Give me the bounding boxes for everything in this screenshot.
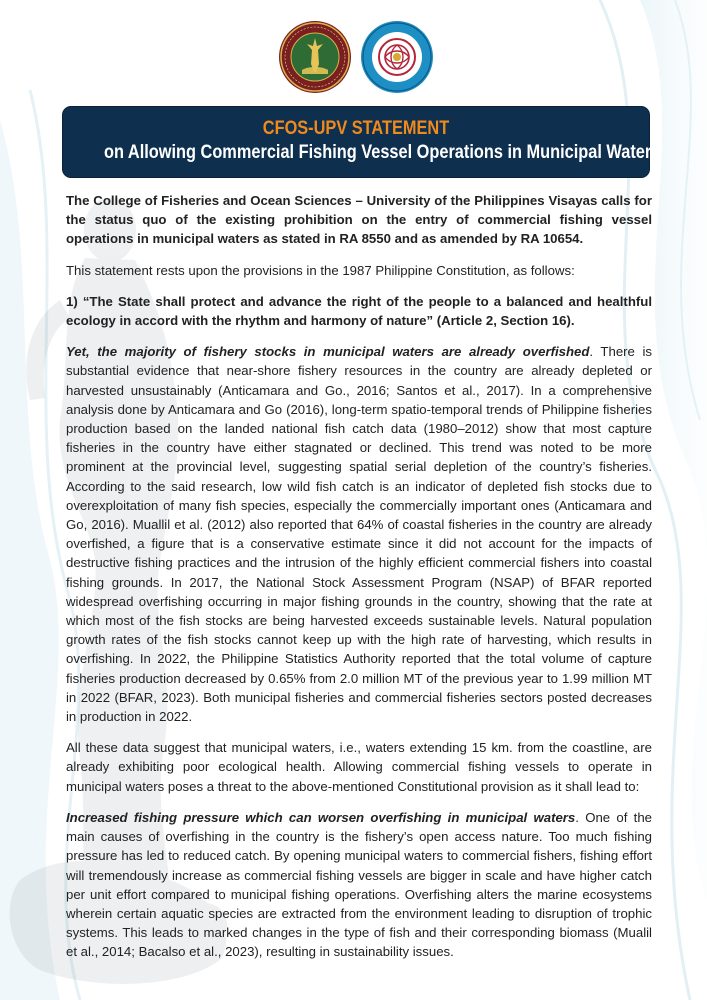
constitution-paragraph: This statement rests upon the provisions in the 1987 Philippine Constitution, as follows: <box>66 262 575 278</box>
overfished-lead: Yet, the majority of fishery stocks in municipal waters are already overfished <box>66 344 590 360</box>
up-visayas-seal <box>278 20 352 94</box>
logo-row <box>0 20 707 98</box>
cfos-seal <box>360 20 434 94</box>
banner-title: CFOS-UPV STATEMENT <box>262 118 450 139</box>
provision-1: 1) “The State shall protect and advance the right of the people to a balanced and healthful ecology in accord with the rhythm and harmony of nature” (Article 2, Section 16). <box>66 293 652 329</box>
banner-subtitle: on Allowing Commercial Fishing Vessel Operations in Municipal Waters <box>104 142 661 163</box>
statement-banner <box>62 106 661 178</box>
fishing-pressure-lead: Increased fishing pressure which can worsen overfishing in municipal waters <box>66 809 576 825</box>
fishing-pressure-paragraph <box>66 808 652 962</box>
municipal-waters-paragraph: All these data suggest that municipal waters, i.e., waters extending 15 km. from the coastline, are already exhibiting poor ecological health. Allowing commercial fishing vessels to operate in municipal waters poses a threat to the above-mentioned Constitutional provision as it shall lead to: <box>66 740 652 794</box>
overfished-paragraph <box>66 342 652 726</box>
statement-body <box>66 191 652 974</box>
intro-paragraph: The College of Fisheries and Ocean Sciences – University of the Philippines Visayas calls for the status quo of the existing prohibition on the entry of commercial fishing vessel operations in municipal waters as stated in RA 8550 and as amended by RA 10654. <box>66 193 652 247</box>
overfished-text: . There is substantial evidence that near-shore fishery resources in the country are already depleted or harvested unsustainably (Anticamara and Go., 2016; Santos et al., 2017). In a comprehensive analysis done by Anticamara and Go (2016), long-term spatio-temporal trends of Philippine fisheries production based on the landed national fish catch data (1980–2012) show that most capture fisheries in the country have either stagnated or declined. This trend was noted to be more prominent at the provincial level, suggesting spatial serial depletion of the country’s fisheries. According to the said research, low wild fish catch is an indicator of depleted fish stocks due to overexploitation of many fish species, especially the commercially important ones (Anticamara and Go, 2016). Muallil et al. (2012) also reported that 64% of coastal fisheries in the country are already overfished, a figure that is a conservative estimate since it did not account for the impacts of destructive fishing practices and the intrusion of the highly efficient commercial fishers into coastal fishing grounds. In 2017, the National Stock Assessment Program (NSAP) of BFAR reported widespread overfishing occurring in major fishing grounds in the country, showing that the rate at which most of the fish stocks are being harvested exceeds sustainable levels. Natural population growth rates of the fish stocks cannot keep up with the high rate of harvesting, which results in overfishing. In 2022, the Philippine Statistics Authority reported that the total volume of capture fisheries production decreased by 0.65% from 2.0 million MT of the previous year to 1.99 million MT in 2022 (BFAR, 2023). Both municipal fisheries and commercial fisheries sectors posted decreases in production in 2022. <box>66 344 652 725</box>
fishing-pressure-text: . One of the main causes of overfishing in the country is the fishery’s open access nature. Too much fishing pressure has led to reduced catch. By opening municipal waters to commercial fishers, fishing effort will tremendously increase as commercial fishing vessels are bigger in scale and have higher catch per unit effort compared to municipal fishing operations. Overfishing alters the marine ecosystems wherein certain aquatic species are extracted from the environment leading to disruption of trophic systems. This leads to marked changes in the type of fish and their corresponding biomass (Mualil et al., 2014; Bacalso et al., 2023), resulting in sustainability issues. <box>66 809 652 960</box>
